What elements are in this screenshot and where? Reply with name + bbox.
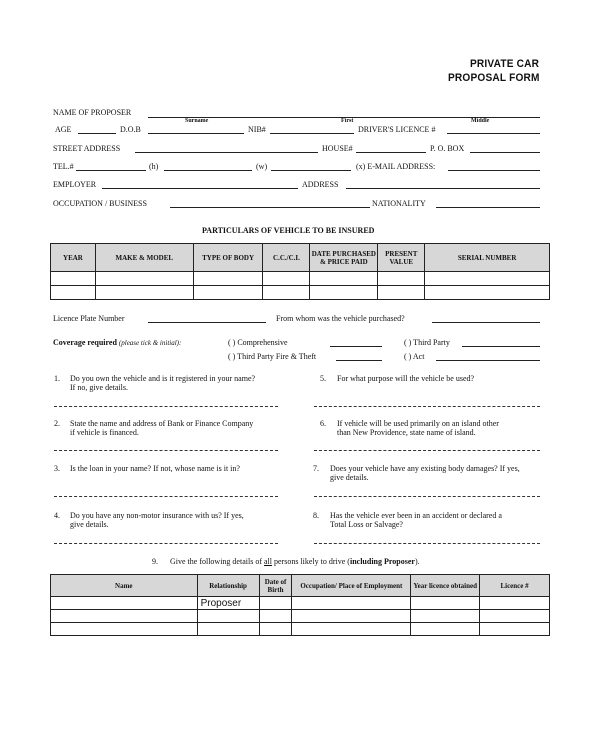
coverage-hint: (please tick & initial): [118,339,182,347]
col-make-model: MAKE & MODEL [95,244,193,272]
table-row [51,272,550,286]
col-cc-ci: C.C./C.I. [263,244,310,272]
surname-hint: Surname [185,118,209,124]
table-cell[interactable] [51,272,96,286]
q1-line1: Do you own the vehicle and is it registered in your name? [70,374,256,383]
email-field[interactable] [448,170,540,171]
nib-field[interactable] [270,133,354,134]
dob-field[interactable] [148,133,244,134]
employer-field[interactable] [102,188,298,189]
email-label: (x) E-MAIL ADDRESS: [356,162,436,171]
occupation-label: OCCUPATION / BUSINESS [53,199,147,208]
q9-text-b: persons likely to drive ( [271,557,350,566]
q2-line2: if vehicle is financed. [70,428,139,437]
table-cell[interactable] [95,286,193,300]
home-phone-label: (h) [149,162,159,171]
table-cell[interactable] [411,610,480,623]
col-year: YEAR [51,244,96,272]
q8-number: 8. [313,511,319,520]
table-cell[interactable] [263,272,310,286]
drivers-table-header [51,575,550,597]
work-phone-field[interactable] [271,170,351,171]
q1-number: 1. [54,374,60,383]
q1-answer-field[interactable] [54,406,278,407]
coverage-act[interactable]: ( ) Act [404,352,425,361]
table-cell[interactable] [310,272,378,286]
coverage-third-party[interactable]: ( ) Third Party [404,338,450,347]
col-occupation: Occupation/ Place of Employment [292,575,411,597]
col-relationship: Relationship [197,575,259,597]
table-cell[interactable] [259,623,292,636]
purchased-from-label: From whom was the vehicle purchased? [276,314,405,323]
employer-address-field[interactable] [346,188,540,189]
q3-line1: Is the loan in your name? If not, whose name is it in? [70,464,240,473]
first-hint: First [341,118,354,124]
q3-number: 3. [54,464,60,473]
q9-text-a: Give the following details of [170,557,264,566]
q9-text-bold: including Proposer [349,557,415,566]
col-type-of-body: TYPE OF BODY [193,244,263,272]
middle-hint: Middle [471,118,490,124]
table-cell[interactable] [263,286,310,300]
q7-number: 7. [313,464,319,473]
form-title-line1: PRIVATE CAR [470,58,540,70]
occupation-field[interactable] [170,207,370,208]
third-party-initial-field[interactable] [462,346,540,347]
col-date-purchased: DATE PURCHASED & PRICE PAID [310,244,378,272]
table-cell[interactable] [411,623,480,636]
nib-label: NIB# [248,125,266,134]
name-of-proposer-label: NAME OF PROPOSER [53,108,132,117]
table-row [51,610,550,623]
table-cell[interactable] [51,610,198,623]
table-cell[interactable] [292,610,411,623]
q3-answer-field[interactable] [54,496,278,497]
home-phone-field[interactable] [164,170,252,171]
col-name: Name [51,575,198,597]
work-phone-label: (w) [256,162,268,171]
table-cell[interactable] [193,272,263,286]
house-label: HOUSE# [322,144,353,153]
q9-text [170,557,420,566]
table-cell[interactable] [480,623,550,636]
table-cell[interactable] [425,272,550,286]
table-cell[interactable] [480,610,550,623]
table-cell[interactable] [95,272,193,286]
table-cell[interactable] [51,597,198,610]
street-address-label: STREET ADDRESS [53,144,121,153]
q5-answer-field[interactable] [314,406,540,407]
table-cell[interactable] [310,286,378,300]
plate-number-label: Licence Plate Number [53,314,125,323]
q9-text-c: ). [414,557,420,566]
dob-label: D.O.B [120,125,141,134]
col-licence-number: Licence # [480,575,550,597]
po-box-label: P. O. BOX [430,144,465,153]
q2-line1: State the name and address of Bank or Finance Company [70,419,254,428]
coverage-comprehensive[interactable]: ( ) Comprehensive [228,338,288,347]
house-field[interactable] [356,152,426,153]
q1-line2: If no, give details. [70,383,128,392]
table-cell[interactable] [197,623,259,636]
q8-answer-field[interactable] [314,543,540,544]
age-label: AGE [55,125,72,134]
q5-number: 5. [320,374,326,383]
col-year-licence: Year licence obtained [411,575,480,597]
drivers-table [50,574,550,636]
nationality-label: NATIONALITY [372,199,426,208]
purchased-from-field[interactable] [432,322,540,323]
q9-text-all: all [263,557,272,566]
q7-answer-field[interactable] [314,496,540,497]
table-row [51,597,550,610]
q6-line1: If vehicle will be used primarily on an island other [337,419,499,428]
table-cell[interactable] [197,610,259,623]
col-date-of-birth: Date of Birth [259,575,292,597]
vehicle-table [50,243,550,300]
table-cell[interactable] [425,286,550,300]
q6-line2: than New Providence, state name of island. [337,428,476,437]
q4-number: 4. [54,511,60,520]
col-serial-number: SERIAL NUMBER [425,244,550,272]
vehicle-table-header [51,244,550,272]
drivers-licence-label: DRIVER'S LICENCE # [358,125,436,134]
q9-number: 9. [152,557,158,566]
q7-line1: Does your vehicle have any existing body damages? If yes, [330,464,520,473]
street-address-field[interactable] [135,152,318,153]
table-cell[interactable] [51,623,198,636]
q4-answer-field[interactable] [54,543,278,544]
employer-label: EMPLOYER [53,180,97,189]
email-label-text: E-MAIL ADDRESS: [367,162,436,171]
table-cell[interactable] [292,623,411,636]
table-cell[interactable] [480,597,550,610]
table-cell[interactable] [51,286,96,300]
comprehensive-initial-field[interactable] [330,346,382,347]
table-row [51,623,550,636]
table-cell[interactable] [411,597,480,610]
q6-number: 6. [320,419,326,428]
tel-label: TEL.# [53,162,74,171]
po-box-field[interactable] [470,152,540,153]
table-cell[interactable] [259,610,292,623]
table-row [51,286,550,300]
q4-line1: Do you have any non-motor insurance with us? If yes, [70,511,244,520]
q7-line2: give details. [330,473,369,482]
q8-line1: Has the vehicle ever been in an accident or declared a [330,511,502,520]
coverage-label-text: Coverage required [53,338,117,347]
employer-address-label: ADDRESS [302,180,339,189]
tel-field[interactable] [76,170,146,171]
q2-number: 2. [54,419,60,428]
table-cell[interactable] [378,286,425,300]
coverage-third-party-fire-theft[interactable]: ( ) Third Party Fire & Theft [228,352,317,361]
email-x: x [358,162,363,171]
form-title-line2: PROPOSAL FORM [448,72,540,84]
q4-line2: give details. [70,520,109,529]
drivers-licence-field[interactable] [447,133,540,134]
q5-line1: For what purpose will the vehicle be used? [337,374,475,383]
q6-answer-field[interactable] [314,450,540,451]
table-cell[interactable] [378,272,425,286]
coverage-label [53,338,181,347]
table-cell[interactable] [193,286,263,300]
col-present-value: PRESENT VALUE [378,244,425,272]
tpft-initial-field[interactable] [336,360,382,361]
age-field[interactable] [78,133,116,134]
q2-answer-field[interactable] [54,450,278,451]
act-initial-field[interactable] [436,360,540,361]
table-cell[interactable] [292,597,411,610]
vehicle-section-heading: PARTICULARS OF VEHICLE TO BE INSURED [202,226,375,235]
plate-number-field[interactable] [148,322,266,323]
q8-line2: Total Loss or Salvage? [330,520,403,529]
relationship-cell-proposer: Proposer [197,597,259,610]
nationality-field[interactable] [436,207,540,208]
table-cell[interactable] [259,597,292,610]
